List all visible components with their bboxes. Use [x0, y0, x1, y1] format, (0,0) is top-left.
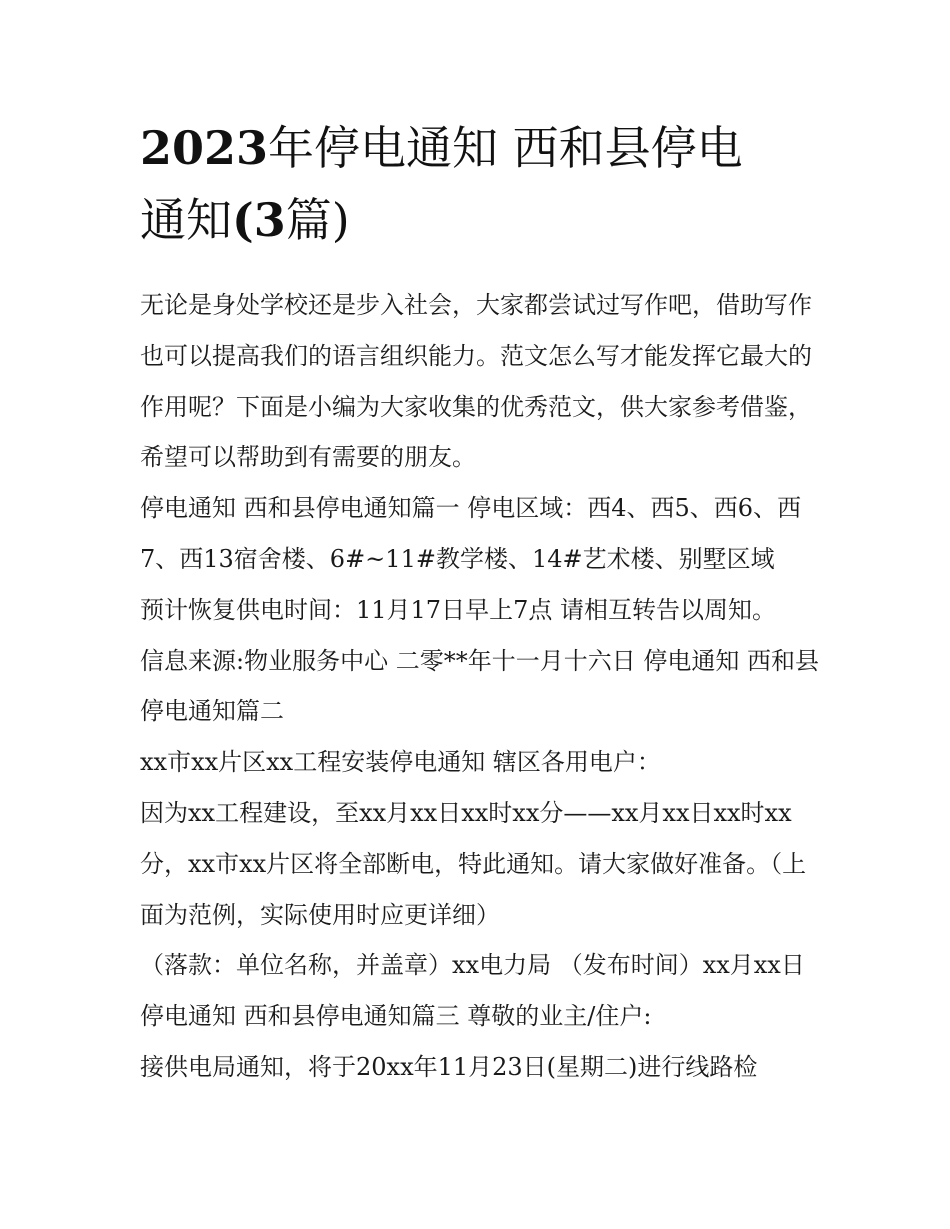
title-line1-text: 年停电通知 西和县停电 [268, 121, 743, 175]
paragraph-notice-1-source: 信息来源:物业服务中心 二零**年十一月十六日 停电通知 西和县停电通知篇二 [140, 646, 819, 726]
title-line2-suffix: 篇) [285, 193, 350, 247]
paragraph-notice-2-body: 因为xx工程建设，至xx月xx日xx时xx分——xx月xx日xx时xx分，xx市xx片区将全部断电，特此通知。请大家做好准备。（上面为范例，实际使用时应更详细） [140, 798, 807, 929]
paragraph-notice-1-area: 停电通知 西和县停电通知篇一 停电区域：西4、西5、西6、西7、西13宿舍楼、6#~11#教学楼、14#艺术楼、别墅区域 [140, 494, 802, 573]
title-count: (3 [232, 193, 286, 247]
title-line2-text: 通知 [140, 193, 232, 247]
paragraph-notice-3-body: 接供电局通知，将于20xx年11月23日(星期二)进行线路检 [140, 1052, 758, 1081]
paragraph-notice-1-restore: 预计恢复供电时间：11月17日早上7点 请相互转告以周知。 [140, 595, 776, 624]
paragraph-intro: 无论是身处学校还是步入社会，大家都尝试过写作吧，借助写作也可以提高我们的语言组织能力。范文怎么写才能发挥它最大的作用呢？下面是小编为大家收集的优秀范文，供大家参考借鉴，希望可以帮助到有需要的朋友。 [140, 291, 812, 472]
paragraph-notice-2-signature: （落款：单位名称，并盖章）xx电力局 （发布时间）xx月xx日 停电通知 西和县停电通知篇三 尊敬的业主/住户: [140, 951, 805, 1031]
document-title [140, 112, 820, 256]
document-body [140, 280, 820, 1093]
paragraph-notice-2-heading: xx市xx片区xx工程安装停电通知 辖区各用电户： [140, 748, 661, 777]
title-year: 2023 [140, 121, 269, 175]
